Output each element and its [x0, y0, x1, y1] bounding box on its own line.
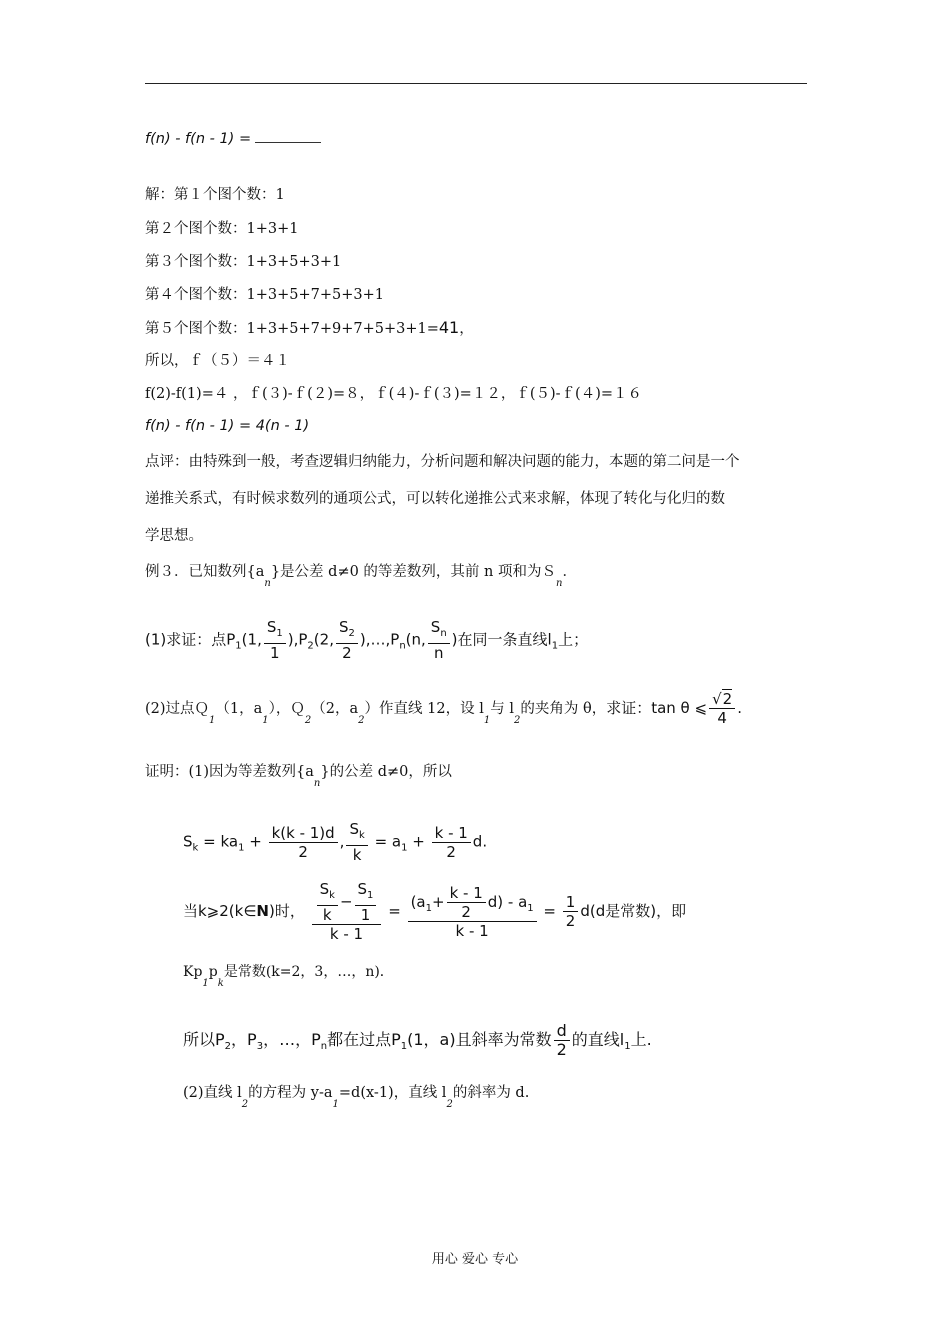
eq2-r-den: 2: [461, 902, 471, 921]
p2b-s1: 2: [241, 1099, 249, 1110]
eq1-eq-a: = a: [374, 832, 402, 851]
proof-intro: [145, 762, 452, 789]
eq2-t2-den: 1: [360, 906, 371, 924]
eq1-frac-1: [269, 824, 338, 861]
p2b-s2: 1: [332, 1099, 339, 1110]
eq1-a1: 1: [238, 842, 245, 854]
eq3-frac: [554, 1022, 570, 1059]
answer-blank: [255, 128, 321, 143]
proof-sub-n: n: [313, 778, 321, 789]
p2b-a: (2)直线 l: [183, 1085, 242, 1101]
tan-period: .: [737, 699, 742, 717]
eq3-l1: 1: [624, 1041, 631, 1053]
s1-den: 1: [270, 644, 280, 662]
eq2-t1: [317, 880, 338, 924]
eq1-snum-sub: k: [358, 830, 365, 841]
eq2-half: [563, 893, 579, 930]
tan-inequality: [606, 690, 742, 727]
l2-sub: 2: [513, 715, 521, 726]
kp-sub-1: 1: [202, 978, 209, 989]
eq2-text-b: )时，: [268, 902, 305, 920]
eq2-r-frac: [447, 884, 486, 921]
eq3-p2: 2: [224, 1041, 232, 1053]
eq1-plus-2: +: [412, 832, 425, 851]
example-3-statement: [145, 562, 577, 589]
q1-sub: 1: [209, 715, 216, 726]
eq3-pn: n: [320, 1041, 328, 1053]
proof-text-b: }的公差 d≠0，所以: [320, 764, 452, 780]
eq1-e1: 1: [401, 842, 408, 854]
collinear-conclusion: [183, 1022, 652, 1059]
eq2-t2-s: S: [357, 880, 368, 898]
eq3-b: ，P: [231, 1030, 257, 1049]
eq2-n: N: [256, 902, 269, 920]
part-2-statement: [145, 690, 742, 727]
eq2-big-frac-left: [312, 880, 382, 943]
p2-text-f: 与 l: [490, 701, 514, 717]
p1-text-h: 上；: [558, 630, 589, 649]
eq3-p3: 3: [256, 1041, 264, 1053]
solution-line-2: 第２个图个数：1+3+1: [145, 221, 299, 237]
example-sub-n2: n: [555, 578, 563, 589]
s1-num: S: [266, 618, 277, 636]
eq2-t1-den: k: [322, 906, 332, 924]
eq3-f: 的直线l: [571, 1030, 625, 1049]
eq1-num2: k - 1: [432, 824, 471, 843]
example-text-a: 例３．已知数列{a: [145, 564, 265, 580]
p2b-d: 的斜率为 d.: [452, 1085, 530, 1101]
eq2-half-num: 1: [563, 893, 579, 912]
part-2-proof: [183, 1083, 530, 1110]
sn-fraction: [428, 618, 450, 662]
p1-text-g: )在同一条直线l: [451, 630, 552, 649]
part-1-statement: [145, 618, 588, 662]
a1-sub: 1: [262, 715, 269, 726]
eq1-frac-3: [432, 824, 471, 861]
eq2-text-c: d(d是常数)，即: [580, 902, 687, 920]
eq2-t2-sub: 1: [367, 890, 374, 901]
eq3-den: 2: [556, 1040, 567, 1059]
eq1-d: d.: [472, 832, 488, 851]
tan-text: 求证：tan θ ⩽: [606, 699, 708, 717]
solution-line-4: 第４个图个数：1+3+5+7+5+3+1: [145, 287, 384, 303]
p2-text-c: ），Ｑ: [268, 701, 305, 717]
p2-text-e: ）作直线 12，设 l: [364, 701, 484, 717]
eq3-e: (1，a)且斜率为常数: [407, 1030, 552, 1049]
p1-text-b: (1,: [241, 630, 262, 649]
eq2-minus: −: [339, 892, 353, 911]
p2-text-b: （1，a: [215, 701, 263, 717]
comment-line-2: 递推关系式，有时候求数列的通项公式，可以转化递推公式来求解，体现了转化与化归的数: [145, 491, 725, 507]
solution-line-8: f(n) - f(n - 1) = 4(n - 1): [145, 418, 310, 434]
eq2-text-a: 当k⩾2(k∈: [183, 902, 257, 920]
comment-line-1: 点评：由特殊到一般，考查逻辑归纳能力，分析问题和解决问题的能力，本题的第二问是一个: [145, 454, 740, 470]
equation-sk: [183, 820, 487, 864]
solution-comma: ，: [459, 321, 474, 337]
l1-sub-2: 1: [483, 715, 491, 726]
eq2-equals-2: =: [543, 902, 556, 920]
eq1-s: S: [183, 832, 193, 851]
solution-line-6: 所以，ｆ（５）＝４１: [145, 353, 290, 369]
equation-difference: [183, 880, 686, 943]
eq3-a: 所以P: [183, 1030, 225, 1049]
solution-line-7: f(2)-f(1)=４ ，ｆ(３)-ｆ(２)=８，ｆ(４)-ｆ(３)=１２，ｆ(５)-ｆ(４)=１６: [145, 386, 642, 402]
sqrt2-num: 2: [722, 690, 733, 708]
solution-line-5: [145, 318, 474, 339]
expr-text: f(n) - f(n - 1) =: [145, 131, 252, 147]
eq1-den2: 2: [446, 842, 456, 861]
eq2-equals: =: [388, 902, 401, 920]
solution-line-3: 第３个图个数：1+3+5+3+1: [145, 254, 342, 270]
eq3-g: 上.: [630, 1030, 652, 1049]
example-sub-n: n: [264, 578, 271, 589]
p2b-s3: 2: [446, 1099, 453, 1110]
proof-text-a: 证明：(1)因为等差数列{a: [145, 764, 314, 780]
kp-text-b: p: [208, 964, 218, 980]
pn-sub: n: [399, 640, 406, 652]
p2-sub: 2: [307, 640, 314, 652]
sqrt2-den: 4: [717, 709, 727, 727]
question-expression: [145, 128, 321, 149]
sn-num: S: [430, 618, 441, 636]
kp-text-c: 是常数(k=2，3，…，n)．: [223, 964, 394, 980]
s2-num: S: [338, 618, 349, 636]
p1-sub: 1: [235, 640, 242, 652]
eq3-p1: 1: [400, 1041, 408, 1053]
eq3-num: d: [554, 1022, 570, 1041]
eq2-t1-s: S: [319, 880, 330, 898]
eq3-c: ，…，P: [263, 1030, 321, 1049]
eq2-r-b: d) - a: [487, 892, 528, 911]
eq1-num: k(k - 1)d: [269, 824, 338, 843]
header-rule: [145, 83, 807, 84]
p2b-b: 的方程为 y-a: [248, 1085, 333, 1101]
eq2-t2: [355, 880, 377, 924]
example-text-b: }是公差 d≠0 的等差数列，其前 n 项和为Ｓ: [270, 564, 556, 580]
p2-text-a: (2)过点Ｑ: [145, 701, 210, 717]
comment-line-3: 学思想。: [145, 528, 203, 544]
kp-line: [183, 962, 394, 989]
eq1-den: 2: [298, 842, 308, 861]
sqrt2-over-4: $\frac{√2}{4}$: [709, 690, 735, 727]
p1-text-d: (2,: [313, 630, 334, 649]
s1-sub: 1: [276, 628, 283, 639]
eq2-r-a1: 1: [425, 902, 432, 914]
eq2-half-den: 2: [565, 912, 576, 930]
kp-sub-k: k: [217, 978, 224, 989]
eq1-sden: k: [352, 846, 362, 864]
solution-line-1: 解：第１个图个数：1: [145, 187, 285, 203]
p1-text-f: (n,: [405, 630, 426, 649]
eq2-r-den2: k - 1: [455, 921, 489, 940]
eq1-plus: +: [249, 832, 262, 851]
p1-text-e: ),…,P: [359, 630, 400, 649]
sn-den: n: [433, 644, 444, 662]
example-text-c: ．: [562, 564, 577, 580]
solution-line-5-text: 第５个图个数：1+3+5+7+9+7+5+3+1=: [145, 321, 439, 337]
p2-text-d: （2，a: [311, 701, 359, 717]
s2-den: 2: [342, 644, 352, 662]
eq1-k: k: [192, 842, 199, 854]
eq2-big-frac-right: [408, 884, 537, 940]
l1-sub: 1: [551, 640, 559, 652]
eq2-r-a: (a: [410, 892, 426, 911]
sn-sub: n: [440, 628, 447, 639]
kp-text-a: Kp: [183, 964, 203, 980]
eq2-big-den: k - 1: [329, 925, 364, 943]
eq1-frac-2: [346, 820, 367, 864]
s2-fraction: [336, 618, 358, 662]
s2-sub: 2: [348, 628, 355, 639]
p2b-c: =d(x-1)，直线 l: [338, 1085, 447, 1101]
p1-text-c: ),P: [287, 630, 308, 649]
page-footer: 用心 爱心 专心: [431, 1252, 519, 1267]
eq1-comma: ,: [339, 832, 345, 851]
a2-sub: 2: [358, 715, 365, 726]
s1-fraction: [264, 618, 286, 662]
eq1-ka: = ka: [203, 832, 239, 851]
eq2-r-num: k - 1: [447, 884, 486, 903]
eq1-snum: S: [349, 820, 359, 838]
q2-sub: 2: [304, 715, 312, 726]
eq2-r-plus: +: [431, 892, 445, 911]
solution-value-41: 41: [438, 318, 460, 337]
eq2-r-b1: 1: [527, 902, 534, 914]
eq3-d: 都在过点P: [327, 1030, 401, 1049]
eq2-t1-sub: k: [329, 890, 335, 901]
p1-text-a: (1)求证：点P: [145, 630, 236, 649]
p2-text-g: 的夹角为 θ，: [520, 701, 607, 717]
